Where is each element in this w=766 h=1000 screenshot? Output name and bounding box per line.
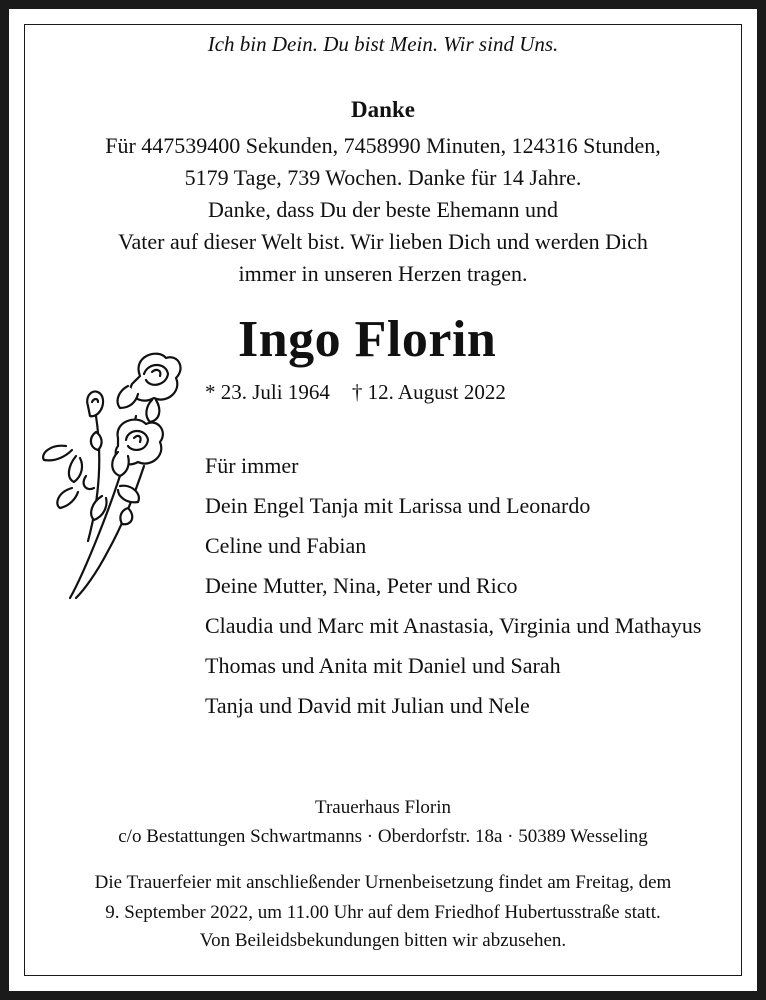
deceased-name: Ingo Florin [238,311,497,368]
motto: Ich bin Dein. Du bist Mein. Wir sind Uns. [207,32,559,56]
condolence-note: Von Beileidsbekundungen bitten wir abzusehen. [199,930,567,951]
mourner-line: Tanja und David mit Julian und Nele [205,693,530,718]
thanks-line: 5179 Tage, 739 Wochen. Danke für 14 Jahre. [184,165,582,190]
mourner-line: Deine Mutter, Nina, Peter und Rico [205,573,518,598]
mourners-list [205,451,725,731]
roses-icon [36,346,186,606]
ceremony-line: 9. September 2022, um 11.00 Uhr auf dem Friedhof Hubertusstraße statt. [105,902,661,923]
birth-date: * 23. Juli 1964 [205,380,330,404]
ceremony-info [0,868,766,928]
mourning-house [0,793,766,851]
house-address: c/o Bestattungen Schwartmanns · Oberdorfstr. 18a · 50389 Wesseling [118,826,648,847]
mourner-line: Dein Engel Tanja mit Larissa und Leonardo [205,493,591,518]
mourner-line: Für immer [205,453,299,478]
ceremony-line: Die Trauerfeier mit anschließender Urnenbeisetzung findet am Freitag, dem [94,872,672,893]
death-date: † 12. August 2022 [351,380,506,404]
mourner-line: Thomas und Anita mit Daniel und Sarah [205,653,561,678]
thanks-line: Danke, dass Du der beste Ehemann und [207,197,559,222]
mourner-line: Claudia und Marc mit Anastasia, Virginia und Mathayus [205,613,702,638]
thanks-line: immer in unseren Herzen tragen. [238,261,528,286]
thanks-title: Danke [351,97,415,122]
house-name: Trauerhaus Florin [315,797,451,818]
thanks-line: Vater auf dieser Welt bist. Wir lieben Dich und werden Dich [118,229,648,254]
mourner-line: Celine und Fabian [205,533,367,558]
life-dates [205,380,506,405]
thanks-text [0,130,766,290]
thanks-line: Für 447539400 Sekunden, 7458990 Minuten, 124316 Stunden, [105,133,661,158]
